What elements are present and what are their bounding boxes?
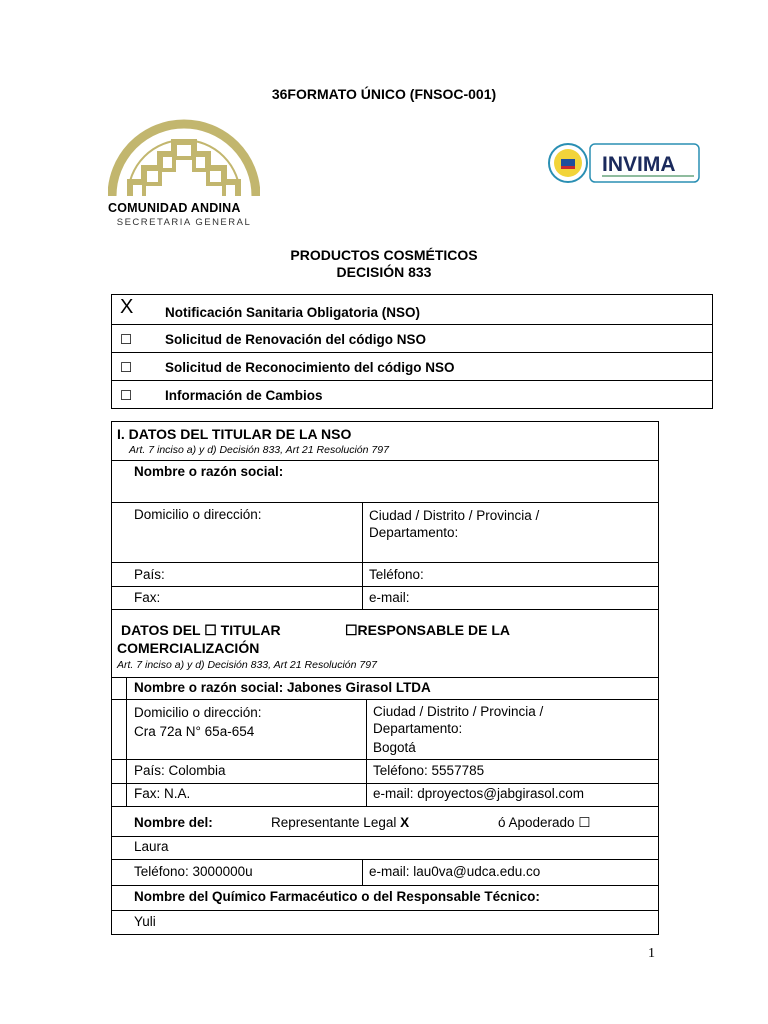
page-number: 1 [648,946,655,961]
representative-label: Nombre del: [134,815,213,830]
svg-text:INVIMA: INVIMA [602,153,676,176]
holder-data-form [111,421,659,935]
checkbox[interactable]: ☐ [120,332,133,347]
holder-address-label[interactable]: Domicilio o dirección: [134,507,262,522]
marketer-address[interactable] [134,703,262,741]
city-label-line2: Departamento: [369,525,459,540]
marketer-phone[interactable]: Teléfono: 5557785 [373,763,485,778]
product-title: PRODUCTOS COSMÉTICOS [290,247,478,263]
option-label: Notificación Sanitaria Obligatoria (NSO) [165,305,421,320]
city-value: Bogotá [373,740,416,755]
representative-phone[interactable]: Teléfono: 3000000u [134,864,253,879]
holder-fax-label[interactable]: Fax: [134,590,161,605]
checkbox[interactable]: ☐ [120,388,133,403]
marketer-city[interactable] [373,703,543,756]
chemist-name[interactable]: Yuli [134,914,156,929]
section1-title: I. DATOS DEL TITULAR DE LA NSO [117,426,352,442]
option-label: Información de Cambios [165,388,323,403]
apoderado-option[interactable]: ó Apoderado ☐ [498,815,591,830]
form-title: 36FORMATO ÚNICO (FNSOC-001) [271,86,497,102]
request-option-renovacion[interactable] [112,325,712,353]
marketer-email[interactable]: e-mail: dproyectos@jabgirasol.com [373,786,585,801]
city-label-line1: Ciudad / Distrito / Provincia / [369,508,540,523]
section2-title-part2: ☐RESPONSABLE DE LA [345,622,511,638]
section1-subtitle: Art. 7 inciso a) y d) Decisión 833, Art 21 Resolución 797 [129,444,389,456]
section2-subtitle: Art. 7 inciso a) y d) Decisión 833, Art 21 Resolución 797 [117,659,377,671]
marketer-fax[interactable]: Fax: N.A. [134,786,191,801]
checkbox[interactable]: ☐ [120,360,133,375]
section2-title-part3: COMERCIALIZACIÓN [117,640,260,656]
representative-name[interactable]: Laura [134,839,169,854]
address-value: Cra 72a N° 65a-654 [134,724,255,739]
invima-logo [548,142,700,184]
holder-country-label[interactable]: País: [134,567,165,582]
marketer-country[interactable]: País: Colombia [134,763,226,778]
representative-legal-label: Representante Legal [271,815,397,830]
request-option-nso[interactable] [112,295,712,325]
holder-email-label[interactable]: e-mail: [369,590,410,605]
decision-title: DECISIÓN 833 [336,264,432,280]
secretaria-general-label: SECRETARIA GENERAL [116,217,252,228]
option-label: Solicitud de Reconocimiento del código NSO [165,360,455,375]
holder-name-label[interactable]: Nombre o razón social: [134,464,284,479]
request-option-reconocimiento[interactable] [112,353,712,381]
option-label: Solicitud de Renovación del código NSO [165,332,427,347]
holder-phone-label[interactable]: Teléfono: [369,567,424,582]
comunidad-andina-name: COMUNIDAD ANDINA [108,201,241,215]
representative-legal-mark[interactable]: X [400,815,410,830]
product-heading [0,247,768,281]
address-label: Domicilio o dirección: [134,705,262,720]
request-option-cambios[interactable] [112,381,712,408]
marketer-name[interactable]: Nombre o razón social: Jabones Girasol LTDA [134,680,431,695]
city-label-line1: Ciudad / Distrito / Provincia / [373,704,544,719]
city-label-line2: Departamento: [373,721,463,736]
holder-city-label[interactable] [369,507,539,541]
representative-email[interactable]: e-mail: lau0va@udca.edu.co [369,864,541,879]
section2-title-part1: DATOS DEL ☐ TITULAR [121,622,281,638]
representative-legal-option[interactable] [271,815,409,830]
checkbox-checked[interactable]: X [120,296,134,318]
request-type-table [111,294,713,409]
chemist-label: Nombre del Químico Farmacéutico o del Responsable Técnico: [134,889,540,904]
